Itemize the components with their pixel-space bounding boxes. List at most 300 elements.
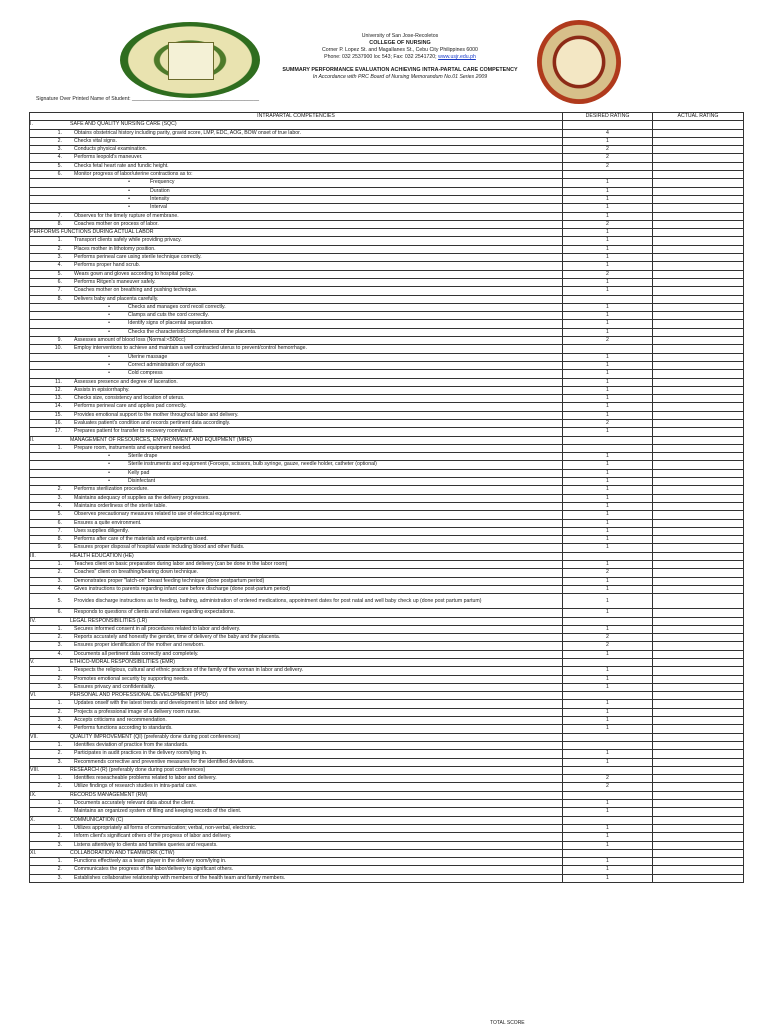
- desired-rating-cell: 1: [563, 137, 653, 145]
- competency-cell: [30, 395, 563, 403]
- actual-rating-cell[interactable]: [653, 146, 744, 154]
- table-header-row: [30, 113, 744, 121]
- actual-rating-cell[interactable]: [653, 700, 744, 708]
- competency-text: Coaches mother on process of labor.: [74, 220, 159, 227]
- actual-rating-cell[interactable]: [653, 320, 744, 328]
- competency-text: QUALITY IMPROVEMENT (QI) (preferably done during post conferences): [70, 733, 241, 740]
- competency-text: Ensures proper identification of the mother and newborn.: [74, 642, 205, 649]
- actual-rating-cell[interactable]: [653, 683, 744, 691]
- actual-rating-cell[interactable]: [653, 708, 744, 716]
- competency-text: HEALTH EDUCATION (HE): [70, 552, 134, 559]
- item-number: 6.: [57, 519, 62, 526]
- competency-text: Delivers baby and placenta carefully.: [74, 295, 159, 302]
- competency-text: Maintains an organized system of filing and keeping records of the client.: [74, 808, 242, 815]
- actual-rating-cell[interactable]: [653, 395, 744, 403]
- actual-rating-cell[interactable]: [653, 849, 744, 857]
- competency-text: Places mother in lithotomy position.: [74, 245, 156, 252]
- actual-rating-cell[interactable]: [653, 428, 744, 436]
- competency-cell: [30, 478, 563, 486]
- table-row: [30, 486, 744, 494]
- competency-cell: [30, 758, 563, 766]
- actual-rating-cell[interactable]: [653, 585, 744, 593]
- actual-rating-cell[interactable]: [653, 634, 744, 642]
- actual-rating-cell[interactable]: [653, 453, 744, 461]
- competency-text: Accepts criticisms and recommendation.: [74, 717, 167, 724]
- competency-cell: [30, 725, 563, 733]
- bullet: •: [128, 204, 130, 211]
- competency-cell: [30, 254, 563, 262]
- competency-text: Checks size, consistency and location of uterus.: [74, 395, 185, 402]
- actual-rating-cell[interactable]: [653, 692, 744, 700]
- actual-rating-cell[interactable]: [653, 642, 744, 650]
- competency-cell: [30, 403, 563, 411]
- competency-cell: [30, 791, 563, 799]
- competency-cell: [30, 775, 563, 783]
- competency-text: Secures informed consent in all procedures related to labor and delivery.: [74, 625, 241, 632]
- competency-cell: [30, 866, 563, 874]
- competency-cell: [30, 345, 563, 353]
- desired-rating-cell: [563, 733, 653, 741]
- table-row: [30, 841, 744, 849]
- actual-rating-cell[interactable]: [653, 444, 744, 452]
- table-row: [30, 824, 744, 832]
- competency-text: Interval: [150, 204, 168, 211]
- actual-rating-cell[interactable]: [653, 866, 744, 874]
- item-number: 8.: [57, 220, 62, 227]
- competency-cell: [30, 361, 563, 369]
- actual-rating-cell[interactable]: [653, 816, 744, 824]
- desired-rating-cell: 1: [563, 245, 653, 253]
- desired-rating-cell: 1: [563, 453, 653, 461]
- header-text: [200, 33, 600, 81]
- table-row: [30, 179, 744, 187]
- competency-cell: [30, 121, 563, 129]
- item-number: 1.: [57, 561, 62, 568]
- item-number: 5.: [57, 162, 62, 169]
- item-number: 2.: [57, 783, 62, 790]
- actual-rating-cell[interactable]: [653, 461, 744, 469]
- desired-rating-cell: 1: [563, 287, 653, 295]
- actual-rating-cell[interactable]: [653, 436, 744, 444]
- competency-text: Ensures proper disposal of hospital waste including blood and other fluids.: [74, 544, 245, 551]
- actual-rating-cell[interactable]: [653, 137, 744, 145]
- table-row: [30, 303, 744, 311]
- actual-rating-cell[interactable]: [653, 766, 744, 774]
- table-row: [30, 337, 744, 345]
- table-row: [30, 594, 744, 609]
- actual-rating-cell[interactable]: [653, 552, 744, 560]
- desired-rating-cell: 1: [563, 179, 653, 187]
- competency-cell: [30, 519, 563, 527]
- desired-rating-cell: 1: [563, 808, 653, 816]
- website-link[interactable]: www.usjr.edu.ph: [438, 54, 476, 60]
- competency-text: Functions effectively as a team player in the delivery room/lying in.: [74, 858, 227, 865]
- actual-rating-cell[interactable]: [653, 345, 744, 353]
- table-row: [30, 634, 744, 642]
- actual-rating-cell[interactable]: [653, 187, 744, 195]
- competency-text: Gives instructions to parents regarding infant care before discharge (done post-partum period): [74, 585, 290, 592]
- table-row: [30, 717, 744, 725]
- actual-rating-cell[interactable]: [653, 536, 744, 544]
- bullet: •: [108, 303, 110, 310]
- item-number: 3.: [57, 642, 62, 649]
- desired-rating-cell: 1: [563, 262, 653, 270]
- competency-cell: [30, 569, 563, 577]
- desired-rating-cell: 1: [563, 717, 653, 725]
- desired-rating-cell: 2: [563, 783, 653, 791]
- actual-rating-cell[interactable]: [653, 295, 744, 303]
- actual-rating-cell[interactable]: [653, 650, 744, 658]
- item-number: 3.: [57, 841, 62, 848]
- competency-text: Maintains orderliness of the sterile table.: [74, 502, 167, 509]
- actual-rating-cell[interactable]: [653, 659, 744, 667]
- desired-rating-cell: 1: [563, 519, 653, 527]
- actual-rating-cell[interactable]: [653, 502, 744, 510]
- actual-rating-cell[interactable]: [653, 403, 744, 411]
- table-row: [30, 187, 744, 195]
- document-title: SUMMARY PERFORMANCE EVALUATION ACHIEVING INTRA-PARTAL CARE COMPETENCY: [282, 67, 518, 73]
- competency-cell: [30, 536, 563, 544]
- item-number: VII.: [30, 733, 38, 740]
- competency-text: Prepares patient for transfer to recovery room/ward.: [74, 428, 194, 435]
- actual-rating-cell[interactable]: [653, 625, 744, 633]
- competency-cell: [30, 262, 563, 270]
- competency-cell: [30, 353, 563, 361]
- competency-cell: [30, 816, 563, 824]
- actual-rating-cell[interactable]: [653, 758, 744, 766]
- desired-rating-cell: 1: [563, 303, 653, 311]
- bullet: •: [108, 478, 110, 485]
- table-row: [30, 833, 744, 841]
- actual-rating-cell[interactable]: [653, 858, 744, 866]
- item-number: 2.: [57, 708, 62, 715]
- document-subtitle: In Accordance with PRC Board of Nursing Memorandum No.01 Series 2009: [312, 74, 488, 80]
- competency-text: Sterile drape: [128, 453, 158, 460]
- competency-text: RECORDS MANAGEMENT (RM): [70, 791, 148, 798]
- actual-rating-cell[interactable]: [653, 841, 744, 849]
- actual-rating-cell[interactable]: [653, 370, 744, 378]
- competency-text: Teaches client on basic preparation during labor and delivery (can be done in the labor room): [74, 561, 288, 568]
- actual-rating-cell[interactable]: [653, 874, 744, 882]
- item-number: 4.: [57, 262, 62, 269]
- item-number: 17.: [54, 428, 62, 435]
- desired-rating-cell: 1: [563, 395, 653, 403]
- actual-rating-cell[interactable]: [653, 220, 744, 228]
- competency-text: COMMUNICATION (C): [70, 816, 124, 823]
- actual-rating-cell[interactable]: [653, 171, 744, 179]
- desired-rating-cell: 1: [563, 353, 653, 361]
- competency-cell: [30, 154, 563, 162]
- bullet: •: [108, 469, 110, 476]
- competency-cell: [30, 295, 563, 303]
- competency-cell: [30, 858, 563, 866]
- actual-rating-cell[interactable]: [653, 270, 744, 278]
- actual-rating-cell[interactable]: [653, 617, 744, 625]
- desired-rating-cell: 2: [563, 154, 653, 162]
- actual-rating-cell[interactable]: [653, 511, 744, 519]
- actual-rating-cell[interactable]: [653, 262, 744, 270]
- desired-rating-cell: 1: [563, 544, 653, 552]
- actual-rating-cell[interactable]: [653, 569, 744, 577]
- item-number: 1.: [57, 667, 62, 674]
- table-row: [30, 453, 744, 461]
- table-row: [30, 129, 744, 137]
- competency-cell: [30, 129, 563, 137]
- table-row: [30, 758, 744, 766]
- actual-rating-cell[interactable]: [653, 245, 744, 253]
- desired-rating-cell: 1: [563, 411, 653, 419]
- competency-cell: [30, 577, 563, 585]
- competency-cell: [30, 287, 563, 295]
- competency-text: Provides discharge instructions as to feeding, bathing, administration of ordered medications, appointment dates for post natal and well baby check up (done post partum partum): [74, 597, 482, 604]
- item-number: 3.: [57, 874, 62, 881]
- desired-rating-cell: 1: [563, 800, 653, 808]
- table-row: [30, 866, 744, 874]
- actual-rating-cell[interactable]: [653, 519, 744, 527]
- competency-cell: [30, 617, 563, 625]
- competency-text: Uterine massage: [128, 353, 168, 360]
- desired-rating-cell: 1: [563, 278, 653, 286]
- item-number: IX.: [30, 791, 37, 798]
- competency-text: Observes precautionary measures related to use of electrical equipment.: [74, 511, 241, 518]
- actual-rating-cell[interactable]: [653, 254, 744, 262]
- competency-cell: [30, 659, 563, 667]
- actual-rating-cell[interactable]: [653, 212, 744, 220]
- actual-rating-cell[interactable]: [653, 129, 744, 137]
- desired-rating-cell: 1: [563, 700, 653, 708]
- desired-rating-cell: 1: [563, 486, 653, 494]
- table-row: [30, 270, 744, 278]
- desired-rating-cell: 1: [563, 212, 653, 220]
- competency-cell: [30, 766, 563, 774]
- actual-rating-cell[interactable]: [653, 229, 744, 237]
- competency-cell: [30, 419, 563, 427]
- table-row: [30, 361, 744, 369]
- desired-rating-cell: 1: [563, 494, 653, 502]
- actual-rating-cell[interactable]: [653, 411, 744, 419]
- actual-rating-cell[interactable]: [653, 741, 744, 749]
- desired-rating-cell: 1: [563, 708, 653, 716]
- competency-text: RESEARCH (R) (preferably done during post conferences): [70, 766, 206, 773]
- competency-text: Intensity: [150, 195, 170, 202]
- actual-rating-cell[interactable]: [653, 478, 744, 486]
- actual-rating-cell[interactable]: [653, 419, 744, 427]
- item-number: 5.: [57, 270, 62, 277]
- actual-rating-cell[interactable]: [653, 717, 744, 725]
- item-number: VIII.: [30, 766, 40, 773]
- competency-cell: [30, 824, 563, 832]
- item-number: V.: [30, 659, 35, 665]
- actual-rating-cell[interactable]: [653, 609, 744, 617]
- actual-rating-cell[interactable]: [653, 544, 744, 552]
- competency-text: Respects the religious, cultural and ethnic practices of the family of the woman in labor and delivery.: [74, 667, 304, 674]
- desired-rating-cell: 2: [563, 419, 653, 427]
- bullet: •: [108, 312, 110, 319]
- desired-rating-cell: [563, 791, 653, 799]
- table-row: [30, 220, 744, 228]
- actual-rating-cell[interactable]: [653, 775, 744, 783]
- desired-rating-cell: 1: [563, 204, 653, 212]
- competency-text: Performs perineal care using sterile technique correctly.: [74, 254, 202, 261]
- competency-text: Clamps and cuts the cord correctly.: [128, 312, 209, 319]
- actual-rating-cell[interactable]: [653, 278, 744, 286]
- table-row: [30, 146, 744, 154]
- table-row: [30, 403, 744, 411]
- actual-rating-cell[interactable]: [653, 800, 744, 808]
- bullet: •: [108, 370, 110, 377]
- competency-text: Coaches" client on breathing/bearing down technique.: [74, 569, 199, 576]
- competency-cell: [30, 411, 563, 419]
- actual-rating-cell[interactable]: [653, 361, 744, 369]
- actual-rating-cell[interactable]: [653, 725, 744, 733]
- table-row: [30, 353, 744, 361]
- table-row: [30, 519, 744, 527]
- item-number: 7.: [57, 287, 62, 294]
- item-number: III.: [30, 552, 36, 559]
- item-number: 13.: [54, 395, 62, 402]
- college-name: COLLEGE OF NURSING: [369, 40, 431, 46]
- competency-cell: [30, 650, 563, 658]
- item-number: 1.: [57, 858, 62, 865]
- competency-cell: [30, 245, 563, 253]
- item-number: 4.: [57, 585, 62, 592]
- competency-cell: [30, 502, 563, 510]
- competency-cell: [30, 561, 563, 569]
- table-row: [30, 585, 744, 593]
- item-number: 7.: [57, 212, 62, 219]
- competency-text: Kelly pad: [128, 469, 150, 476]
- competency-cell: [30, 609, 563, 617]
- table-row: [30, 237, 744, 245]
- actual-rating-cell[interactable]: [653, 808, 744, 816]
- desired-rating-cell: 1: [563, 824, 653, 832]
- table-row: [30, 783, 744, 791]
- competency-cell: [30, 494, 563, 502]
- competency-text: Communicates the progress of the labor/delivery to significant others.: [74, 866, 234, 873]
- table-row: [30, 561, 744, 569]
- table-row: [30, 262, 744, 270]
- competency-text: Performs proper hand scrub.: [74, 262, 141, 269]
- competency-text: Performs perineal care and applies pad correctly.: [74, 403, 187, 410]
- contact-line: [200, 54, 600, 61]
- item-number: 6.: [57, 171, 62, 178]
- desired-rating-cell: 1: [563, 594, 653, 609]
- item-number: 3.: [57, 494, 62, 501]
- actual-rating-cell[interactable]: [653, 577, 744, 585]
- competency-cell: [30, 675, 563, 683]
- competency-text: Evaluates patient's condition and records pertinent data accordingly.: [74, 419, 231, 426]
- desired-rating-cell: [563, 444, 653, 452]
- competency-text: SAFE AND QUALITY NURSING CARE (SQC): [70, 121, 177, 128]
- competency-text: COLLABORATION AND TEAMWORK (CTW): [70, 849, 175, 856]
- actual-rating-cell[interactable]: [653, 378, 744, 386]
- actual-rating-cell[interactable]: [653, 195, 744, 203]
- actual-rating-cell[interactable]: [653, 494, 744, 502]
- item-number: 4.: [57, 154, 62, 161]
- desired-rating-cell: 1: [563, 312, 653, 320]
- table-row: [30, 295, 744, 303]
- actual-rating-cell[interactable]: [653, 733, 744, 741]
- competency-text: Participates in audit practices in the delivery room/lying in.: [74, 750, 208, 757]
- actual-rating-cell[interactable]: [653, 154, 744, 162]
- actual-rating-cell[interactable]: [653, 386, 744, 394]
- competency-text: Documents accurately relevant data about the client.: [74, 800, 195, 807]
- actual-rating-cell[interactable]: [653, 667, 744, 675]
- table-row: [30, 171, 744, 179]
- competency-cell: [30, 552, 563, 560]
- actual-rating-cell[interactable]: [653, 783, 744, 791]
- actual-rating-cell[interactable]: [653, 121, 744, 129]
- actual-rating-cell[interactable]: [653, 312, 744, 320]
- actual-rating-cell[interactable]: [653, 204, 744, 212]
- actual-rating-cell[interactable]: [653, 353, 744, 361]
- actual-rating-cell[interactable]: [653, 675, 744, 683]
- table-row: [30, 137, 744, 145]
- actual-rating-cell[interactable]: [653, 328, 744, 336]
- desired-rating-cell: [563, 816, 653, 824]
- desired-rating-cell: 4: [563, 129, 653, 137]
- table-row: [30, 675, 744, 683]
- table-row: [30, 328, 744, 336]
- competency-text: Employ interventions to achieve and maintain a well contracted uterus to prevent/control hemorrhage.: [74, 345, 307, 352]
- item-number: 1.: [57, 129, 62, 136]
- competency-text: Disinfectant: [128, 478, 156, 485]
- actual-rating-cell[interactable]: [653, 561, 744, 569]
- actual-rating-cell[interactable]: [653, 162, 744, 170]
- competency-text: Listens attentively to clients and families queries and requests.: [74, 841, 218, 848]
- competency-cell: [30, 692, 563, 700]
- bullet: •: [108, 361, 110, 368]
- desired-rating-cell: 1: [563, 187, 653, 195]
- competency-cell: [30, 312, 563, 320]
- desired-rating-cell: 2: [563, 634, 653, 642]
- desired-rating-cell: [563, 171, 653, 179]
- actual-rating-cell[interactable]: [653, 337, 744, 345]
- competency-cell: [30, 469, 563, 477]
- actual-rating-cell[interactable]: [653, 179, 744, 187]
- competency-cell: [30, 783, 563, 791]
- section-row: [30, 766, 744, 774]
- actual-rating-cell[interactable]: [653, 833, 744, 841]
- item-number: 8.: [57, 295, 62, 302]
- actual-rating-cell[interactable]: [653, 287, 744, 295]
- competency-cell: [30, 634, 563, 642]
- bullet: •: [128, 187, 130, 194]
- actual-rating-cell[interactable]: [653, 594, 744, 609]
- competency-text: Projects a professional image of a delivery room nurse.: [74, 708, 201, 715]
- competency-text: Sterile instruments and equipment (Forceps, scissors, bulb syringe, gauze, needle holder, catheter (optional): [128, 461, 377, 468]
- competency-text: Correct administration of oxytocin: [128, 361, 205, 368]
- desired-rating-cell: 1: [563, 858, 653, 866]
- actual-rating-cell[interactable]: [653, 824, 744, 832]
- actual-rating-cell[interactable]: [653, 469, 744, 477]
- table-row: [30, 204, 744, 212]
- actual-rating-cell[interactable]: [653, 791, 744, 799]
- competency-text: Assesses presence and degree of laceration.: [74, 378, 178, 385]
- desired-rating-cell: [563, 345, 653, 353]
- actual-rating-cell[interactable]: [653, 303, 744, 311]
- table-row: [30, 395, 744, 403]
- desired-rating-cell: 2: [563, 775, 653, 783]
- desired-rating-cell: 2: [563, 162, 653, 170]
- actual-rating-cell[interactable]: [653, 750, 744, 758]
- actual-rating-cell[interactable]: [653, 486, 744, 494]
- competency-cell: [30, 708, 563, 716]
- competency-text: MANAGEMENT OF RESOURCES, ENVIRONMENT AND EQUIPMENT (MRE): [70, 436, 252, 443]
- competency-cell: [30, 849, 563, 857]
- actual-rating-cell[interactable]: [653, 237, 744, 245]
- actual-rating-cell[interactable]: [653, 527, 744, 535]
